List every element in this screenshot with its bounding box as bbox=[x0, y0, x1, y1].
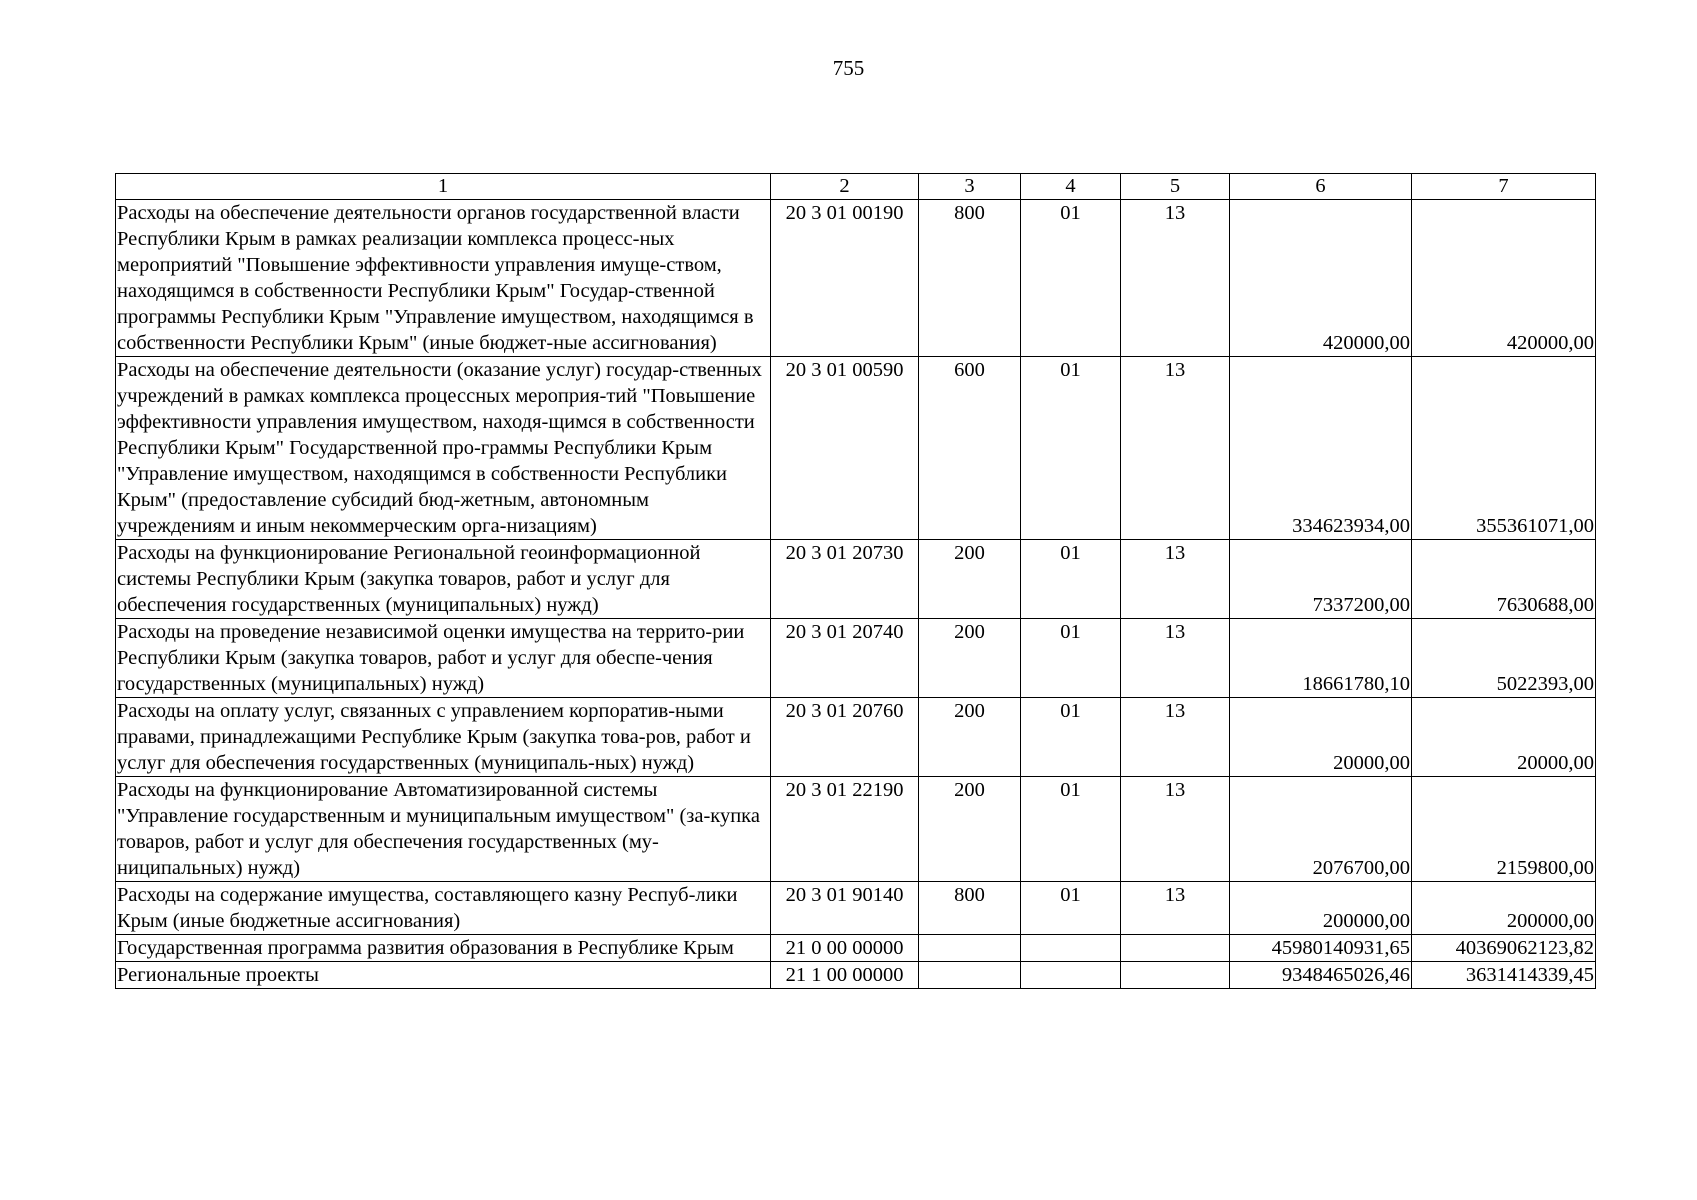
row-col-4: 01 bbox=[1021, 540, 1121, 619]
row-col-5: 13 bbox=[1121, 882, 1230, 935]
row-col-4: 01 bbox=[1021, 200, 1121, 357]
row-col-3: 200 bbox=[919, 698, 1021, 777]
row-col-5 bbox=[1121, 935, 1230, 962]
row-description: Расходы на обеспечение деятельности (оказание услуг) государ-ственных учреждений в рамках комплекса процессных мероприя-тий "Повышение эффективности управления имуществом, находя-щимся в собственности Республики Крым" Государственной про-граммы Республики Крым "Управление имуществом, находящимся в собственности Республики Крым" (предоставление субсидий бюд-жетным, автономным учреждениям и иным некоммерческим орга-низациям) bbox=[116, 357, 771, 540]
row-description: Расходы на функционирование Региональной геоинформационной системы Республики Крым (закупка товаров, работ и услуг для обеспечения государственных (муниципальных) нужд) bbox=[116, 540, 771, 619]
row-col-5: 13 bbox=[1121, 357, 1230, 540]
column-header: 5 bbox=[1121, 174, 1230, 200]
row-amount-6: 18661780,10 bbox=[1230, 619, 1412, 698]
row-code: 20 3 01 00590 bbox=[771, 357, 919, 540]
row-description: Региональные проекты bbox=[116, 962, 771, 989]
column-header: 2 bbox=[771, 174, 919, 200]
row-amount-6: 9348465026,46 bbox=[1230, 962, 1412, 989]
row-col-3 bbox=[919, 935, 1021, 962]
column-header: 1 bbox=[116, 174, 771, 200]
row-amount-7: 40369062123,82 bbox=[1412, 935, 1596, 962]
row-amount-7: 20000,00 bbox=[1412, 698, 1596, 777]
column-header: 6 bbox=[1230, 174, 1412, 200]
column-header: 4 bbox=[1021, 174, 1121, 200]
row-col-3 bbox=[919, 962, 1021, 989]
row-col-4: 01 bbox=[1021, 777, 1121, 882]
table-row bbox=[116, 619, 1596, 698]
row-col-5 bbox=[1121, 962, 1230, 989]
row-description: Расходы на функционирование Автоматизированной системы "Управление государственным и муниципальным имуществом" (за-купка товаров, работ и услуг для обеспечения государственных (му-ниципальных) нужд) bbox=[116, 777, 771, 882]
row-code: 20 3 01 20760 bbox=[771, 698, 919, 777]
row-col-3: 600 bbox=[919, 357, 1021, 540]
table-row bbox=[116, 357, 1596, 540]
row-col-3: 800 bbox=[919, 200, 1021, 357]
row-amount-7: 420000,00 bbox=[1412, 200, 1596, 357]
row-amount-6: 334623934,00 bbox=[1230, 357, 1412, 540]
row-amount-7: 5022393,00 bbox=[1412, 619, 1596, 698]
row-amount-6: 7337200,00 bbox=[1230, 540, 1412, 619]
row-description: Расходы на оплату услуг, связанных с управлением корпоратив-ными правами, принадлежащими Республике Крым (закупка това-ров, работ и услуг для обеспечения государственных (муниципаль-ных) нужд) bbox=[116, 698, 771, 777]
row-col-3: 200 bbox=[919, 777, 1021, 882]
row-col-3: 200 bbox=[919, 540, 1021, 619]
row-amount-6: 420000,00 bbox=[1230, 200, 1412, 357]
row-col-4: 01 bbox=[1021, 357, 1121, 540]
row-code: 20 3 01 20740 bbox=[771, 619, 919, 698]
row-amount-6: 45980140931,65 bbox=[1230, 935, 1412, 962]
table-row bbox=[116, 962, 1596, 989]
table-row bbox=[116, 200, 1596, 357]
page-number: 755 bbox=[832, 56, 865, 80]
table-row bbox=[116, 882, 1596, 935]
row-col-5: 13 bbox=[1121, 698, 1230, 777]
table-header-row bbox=[116, 174, 1596, 200]
column-header: 7 bbox=[1412, 174, 1596, 200]
row-code: 21 1 00 00000 bbox=[771, 962, 919, 989]
row-col-5: 13 bbox=[1121, 540, 1230, 619]
table-row bbox=[116, 935, 1596, 962]
row-col-3: 200 bbox=[919, 619, 1021, 698]
row-description: Расходы на содержание имущества, составляющего казну Респуб-лики Крым (иные бюджетные ассигнования) bbox=[116, 882, 771, 935]
row-col-4 bbox=[1021, 962, 1121, 989]
row-amount-7: 3631414339,45 bbox=[1412, 962, 1596, 989]
row-col-3: 800 bbox=[919, 882, 1021, 935]
table-row bbox=[116, 698, 1596, 777]
row-col-5: 13 bbox=[1121, 619, 1230, 698]
row-amount-6: 200000,00 bbox=[1230, 882, 1412, 935]
row-description: Государственная программа развития образования в Республике Крым bbox=[116, 935, 771, 962]
row-code: 20 3 01 00190 bbox=[771, 200, 919, 357]
row-amount-7: 200000,00 bbox=[1412, 882, 1596, 935]
table-row bbox=[116, 540, 1596, 619]
row-code: 20 3 01 90140 bbox=[771, 882, 919, 935]
row-col-4: 01 bbox=[1021, 619, 1121, 698]
row-amount-6: 20000,00 bbox=[1230, 698, 1412, 777]
row-col-4: 01 bbox=[1021, 698, 1121, 777]
row-col-4: 01 bbox=[1021, 882, 1121, 935]
row-description: Расходы на проведение независимой оценки имущества на террито-рии Республики Крым (закупка товаров, работ и услуг для обеспе-чения государственных (муниципальных) нужд) bbox=[116, 619, 771, 698]
budget-table bbox=[115, 173, 1596, 989]
row-amount-6: 2076700,00 bbox=[1230, 777, 1412, 882]
row-col-5: 13 bbox=[1121, 777, 1230, 882]
row-code: 20 3 01 22190 bbox=[771, 777, 919, 882]
row-code: 21 0 00 00000 bbox=[771, 935, 919, 962]
row-amount-7: 2159800,00 bbox=[1412, 777, 1596, 882]
table-row bbox=[116, 777, 1596, 882]
row-code: 20 3 01 20730 bbox=[771, 540, 919, 619]
row-amount-7: 355361071,00 bbox=[1412, 357, 1596, 540]
row-amount-7: 7630688,00 bbox=[1412, 540, 1596, 619]
column-header: 3 bbox=[919, 174, 1021, 200]
row-description: Расходы на обеспечение деятельности органов государственной власти Республики Крым в рамках реализации комплекса процесс-ных мероприятий "Повышение эффективности управления имуще-ством, находящимся в собственности Республики Крым" Государ-ственной программы Республики Крым "Управление имуществом, находящимся в собственности Республики Крым" (иные бюджет-ные ассигнования) bbox=[116, 200, 771, 357]
row-col-4 bbox=[1021, 935, 1121, 962]
row-col-5: 13 bbox=[1121, 200, 1230, 357]
